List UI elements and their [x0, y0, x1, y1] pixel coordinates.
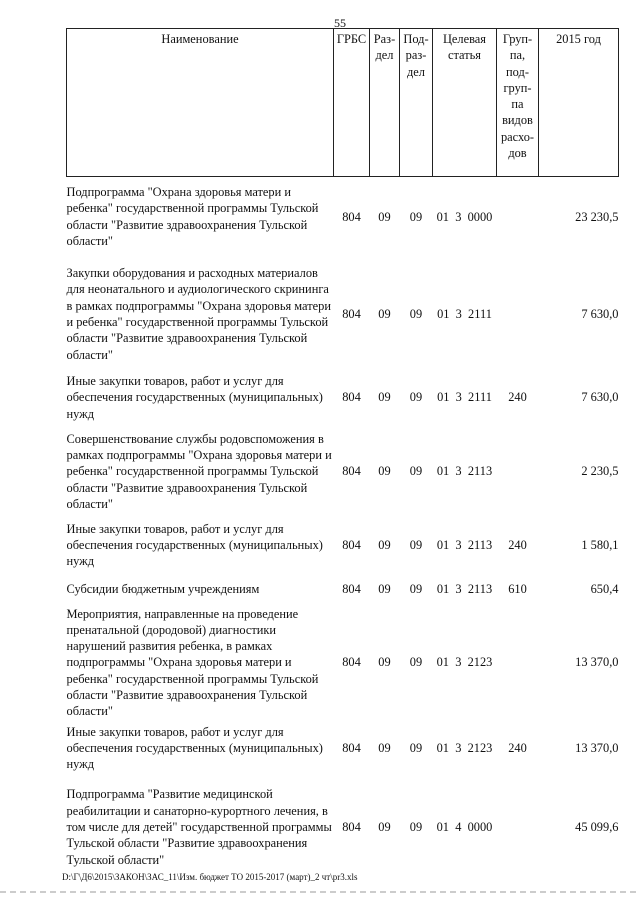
row-podrazdel: 09: [409, 464, 423, 479]
header-name: Наименование: [67, 29, 334, 177]
budget-table: [66, 28, 619, 873]
row-target: 01 3 2113: [436, 581, 493, 596]
row-name: Подпрограмма "Развитие медицинской реабилитации и санаторно-курортного лечения, в том числе для детей" государственной программы Тульской области "Развитие здравоохранения Тульской области": [66, 787, 332, 867]
header-podrazdel: Под- раз- дел: [400, 29, 433, 177]
header-row: [67, 29, 619, 177]
row-amount: 7 630,0: [581, 390, 619, 405]
row-grbs: 804: [342, 306, 361, 321]
row-target: 01 3 2113: [436, 537, 493, 552]
header-razdel: Раз- дел: [370, 29, 400, 177]
row-target: 01 4 0000: [436, 819, 493, 834]
table-row: [67, 573, 619, 606]
row-grbs: 804: [342, 464, 361, 479]
row-name: Подпрограмма "Охрана здоровья матери и ребенка" государственной программы Тульской области "Развитие здравоохранения Тульской области": [66, 185, 319, 249]
row-name: Мероприятия, направленные на проведение пренатальной (дородовой) диагностики нарушений развития ребенка, в рамках подпрограммы "Охрана здоровья матери и ребенка" государственной программы Тульской области "Развитие здравоохранения Тульской области": [66, 606, 319, 719]
row-amount: 13 370,0: [575, 740, 619, 755]
row-amount: 45 099,6: [575, 819, 619, 834]
row-grbs: 804: [342, 581, 361, 596]
row-razdel: 09: [378, 819, 391, 834]
table-row: [67, 424, 619, 518]
row-podrazdel: 09: [409, 537, 423, 552]
row-podrazdel: 09: [409, 306, 423, 321]
row-razdel: 09: [378, 306, 391, 321]
row-group: [497, 177, 539, 257]
row-podrazdel: 09: [409, 655, 423, 670]
row-amount: 1 580,1: [581, 537, 619, 552]
row-group: 240: [508, 390, 527, 405]
row-razdel: 09: [378, 464, 391, 479]
row-group: 240: [508, 740, 527, 755]
row-group: [497, 424, 539, 518]
row-amount: 650,4: [590, 581, 619, 596]
header-grbs: ГРБС: [334, 29, 370, 177]
row-target: 01 3 2111: [437, 306, 492, 321]
row-group: [497, 257, 539, 372]
row-target: 01 3 0000: [436, 209, 493, 224]
row-group: [497, 777, 539, 873]
row-target: 01 3 2123: [436, 740, 493, 755]
row-name: Совершенствование службы родовспоможения в рамках подпрограммы "Охрана здоровья матери и ребенка" государственной программы Тульской области "Развитие здравоохранения Тульской области": [66, 431, 332, 511]
row-grbs: 804: [342, 655, 361, 670]
row-target: 01 3 2111: [437, 390, 492, 405]
row-grbs: 804: [342, 209, 361, 224]
row-grbs: 804: [342, 537, 361, 552]
table-row: [67, 177, 619, 257]
header-year: 2015 год: [539, 29, 619, 177]
row-amount: 13 370,0: [575, 655, 619, 670]
row-name: Субсидии бюджетным учреждениям: [66, 581, 260, 596]
scan-artifact-line: [0, 891, 640, 893]
row-podrazdel: 09: [409, 390, 423, 405]
row-amount: 2 230,5: [581, 464, 619, 479]
table-row: [67, 518, 619, 573]
table-row: [67, 257, 619, 372]
row-razdel: 09: [378, 537, 391, 552]
row-grbs: 804: [342, 740, 361, 755]
row-podrazdel: 09: [409, 740, 423, 755]
row-podrazdel: 09: [409, 819, 423, 834]
header-group: Груп- па, под- груп- па видов расхо- дов: [497, 29, 539, 177]
row-grbs: 804: [342, 390, 361, 405]
row-name: Закупки оборудования и расходных материалов для неонатального и аудиологического скрининга в рамках подпрограммы "Охрана здоровья матери и ребенка" государственной программы Тульской области "Развитие здравоохранения Тульской области": [66, 266, 331, 362]
row-amount: 7 630,0: [581, 306, 619, 321]
row-target: 01 3 2123: [436, 655, 493, 670]
row-razdel: 09: [378, 209, 391, 224]
row-razdel: 09: [378, 390, 391, 405]
row-razdel: 09: [378, 581, 391, 596]
page-number: 55: [334, 16, 346, 30]
row-razdel: 09: [378, 740, 391, 755]
table-row: [67, 606, 619, 720]
file-path-footer: D:\Г\Д6\2015\ЗАКОН\ЗАС_11\Изм. бюджет ТО 2015-2017 (март)_2 чт\pr3.xls: [62, 872, 358, 882]
row-podrazdel: 09: [409, 581, 423, 596]
row-group: 610: [508, 581, 527, 596]
row-name: Иные закупки товаров, работ и услуг для обеспечения государственных (муниципальных) нужд: [66, 724, 323, 772]
row-name: Иные закупки товаров, работ и услуг для обеспечения государственных (муниципальных) нужд: [66, 374, 323, 421]
table-row: [67, 777, 619, 873]
table-row: [67, 372, 619, 424]
row-name: Иные закупки товаров, работ и услуг для обеспечения государственных (муниципальных) нужд: [66, 521, 323, 569]
header-target: Целевая статья: [433, 29, 497, 177]
row-podrazdel: 09: [409, 209, 423, 224]
row-grbs: 804: [342, 819, 361, 834]
row-amount: 23 230,5: [575, 209, 619, 224]
row-group: [497, 606, 539, 720]
row-target: 01 3 2113: [436, 464, 493, 479]
table-row: [67, 720, 619, 777]
row-razdel: 09: [378, 655, 391, 670]
row-group: 240: [508, 537, 527, 552]
